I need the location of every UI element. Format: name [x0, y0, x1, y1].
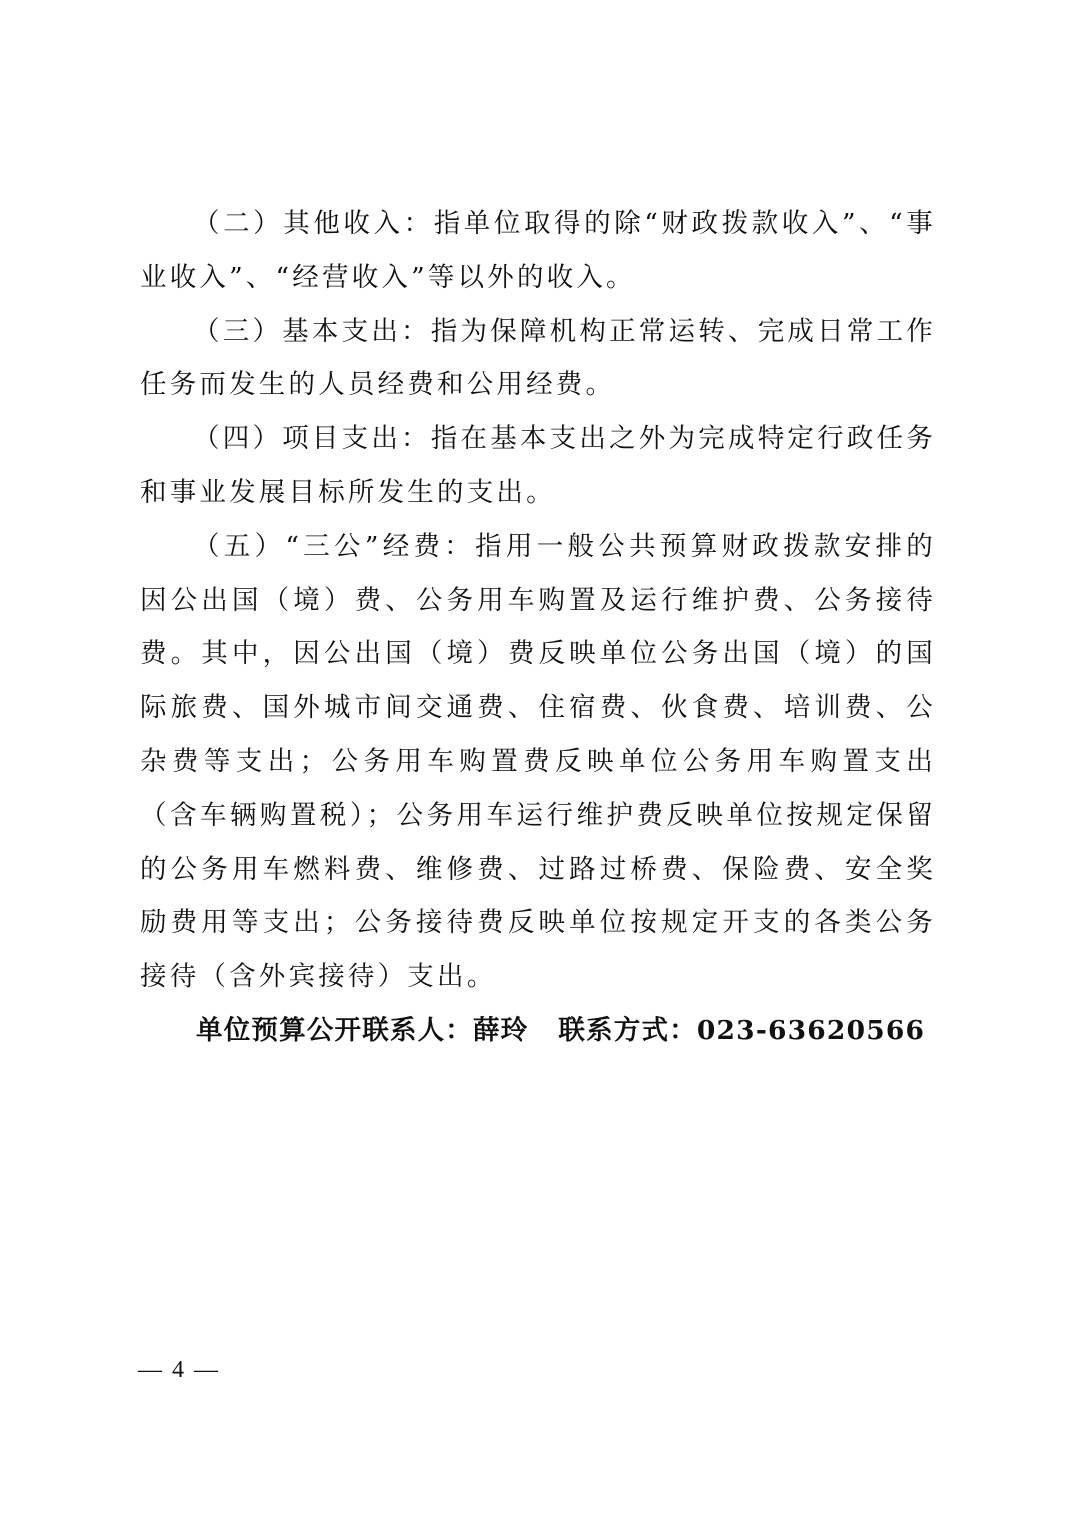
- contact-phone: 023-63620566: [696, 1014, 926, 1046]
- contact-person-name: 薛玲: [473, 1014, 529, 1046]
- document-body: [140, 197, 936, 1058]
- contact-line: [140, 1004, 936, 1058]
- paragraph-basic-expenditure: （三）基本支出：指为保障机构正常运转、完成日常工作任务而发生的人员经费和公用经费。: [140, 315, 936, 401]
- paragraph-project-expenditure: （四）项目支出：指在基本支出之外为完成特定行政任务和事业发展目标所发生的支出。: [140, 423, 936, 508]
- page-number: — 4 —: [138, 1357, 220, 1383]
- contact-person-label: 单位预算公开联系人：: [196, 1014, 473, 1046]
- paragraph-three-public-expenses: （五）“三公”经费：指用一般公共预算财政拨款安排的因公出国（境）费、公务用车购置及运行维护费、公务接待费。其中，因公出国（境）费反映单位公务出国（境）的国际旅费、国外城市间交通费、住宿费、伙食费、培训费、公杂费等支出；公务用车购置费反映单位公务用车购置支出（含车辆购置税）；公务用车运行维护费反映单位按规定保留的公务用车燃料费、维修费、过路过桥费、保险费、安全奖励费用等支出；公务接待费反映单位按规定开支的各类公务接待（含外宾接待）支出。: [140, 530, 936, 993]
- paragraph-other-income: （二）其他收入：指单位取得的除“财政拨款收入”、“事业收入”、“经营收入”等以外的收入。: [140, 208, 936, 293]
- contact-phone-label: 联系方式：: [558, 1014, 697, 1046]
